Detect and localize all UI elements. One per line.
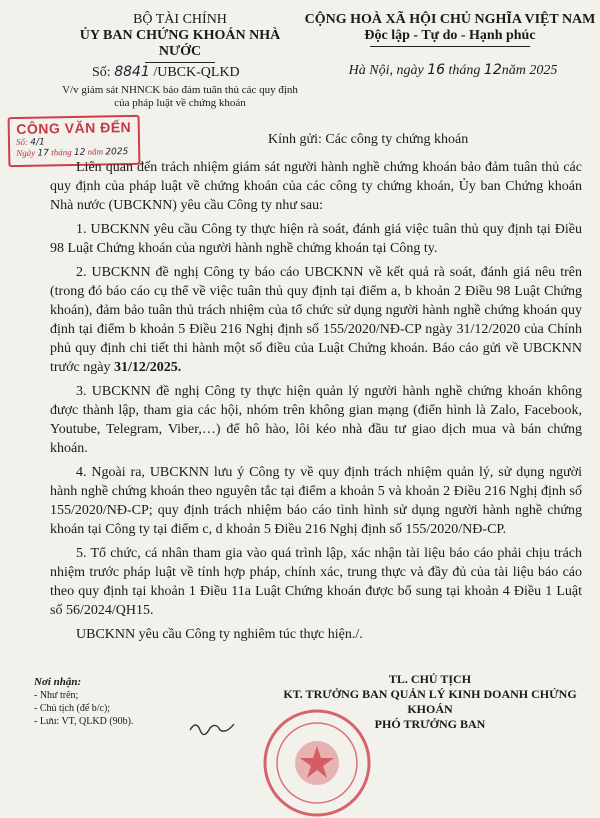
header-right <box>300 12 600 47</box>
national-motto: Độc lập - Tự do - Hạnh phúc <box>364 28 536 43</box>
intro-paragraph: Liên quan đến trách nhiệm giám sát người hành nghề chứng khoán bảo đảm tuân thủ các quy định của pháp luật về chứng khoán của các công ty chứng khoán, Ủy ban Chứng khoán Nhà nước (UBCKNN) yêu cầu Công ty như sau: <box>50 160 582 213</box>
deadline-date: 31/12/2025. <box>113 360 182 375</box>
stamp-year-value: 2025 <box>105 147 129 158</box>
agency-name: ỦY BAN CHỨNG KHOÁN NHÀ NƯỚC <box>79 28 281 59</box>
item-4: 4. Ngoài ra, UBCKNN lưu ý Công ty về quy định trách nhiệm quản lý, sử dụng người hành nghề chứng khoán theo nguyên tắc tại điểm a khoản 5 và khoản 2 Điều 216 Nghị định số 155/2020/NĐ-CP; quy định trách nhiệm báo cáo tình hình sử dụng người hành nghề chứng khoán tại Công ty tại điểm c, d khoản 5 Điều 216 Nghị định số 155/2020/NĐ-CP. <box>50 465 582 537</box>
doc-number-value: 8841 <box>114 64 150 80</box>
signer-line-3: PHÓ TRƯỞNG BAN <box>374 717 486 731</box>
stamp-day-value: 17 <box>37 148 50 159</box>
recipient-line: - Như trên; <box>34 690 79 701</box>
item-5: 5. Tổ chức, cá nhân tham gia vào quá trình lập, xác nhận tài liệu báo cáo phải chịu trách nhiệm trước pháp luật về tính hợp pháp, chính xác, trung thực và đầy đủ của tài liệu báo cáo theo quy định tại khoản 1 Điều 11a Luật Chứng khoán được bổ sung tại khoản 4 Điều 1 Luật số 56/2024/QH15. <box>50 546 582 618</box>
signer-line-2: KT. TRƯỞNG BAN QUẢN LÝ KINH DOANH CHỨNG KHOÁN <box>283 687 577 716</box>
doc-number-prefix: Số: <box>92 65 111 80</box>
year-word: năm 2025 <box>501 63 558 78</box>
stamp-title: CÔNG VĂN ĐẾN <box>16 119 132 138</box>
doc-number-suffix: /UBCK-QLKD <box>153 65 240 80</box>
stamp-month-label: tháng <box>51 147 72 158</box>
stamp-day-label: Ngày <box>16 147 36 159</box>
ministry-name: BỘ TÀI CHÍNH <box>133 12 227 27</box>
recipients-heading: Nơi nhận: <box>34 676 82 688</box>
date-day: 16 <box>427 62 446 78</box>
salutation: Kính gửi: Các công ty chứng khoán <box>268 132 469 147</box>
item-2-text: 2. UBCKNN đề nghị Công ty báo cáo UBCKNN về kết quả rà soát, đánh giá nêu trên (trong đó báo cáo cụ thể về việc tuân thủ quy định tại điểm a, b khoản 2 Điều 98 Luật Chứng khoán), đảm bảo tuân thủ trách nhiệm của tổ chức sử dụng người hành nghề chứng khoán quy định tại điểm b khoản 5 Điều 216 Nghị định số 155/2020/NĐ-CP ngày 31/12/2020 của Chính phủ quy định chi tiết thi hành một số điều của Luật Chứng khoán. Báo cáo gửi về UBCKNN trước ngày <box>50 265 582 375</box>
header-left-rule <box>145 62 215 63</box>
document-number <box>92 64 240 81</box>
closing-paragraph: UBCKNN yêu cầu Công ty nghiêm túc thực hiện./. <box>76 627 363 642</box>
stamp-year-label: năm <box>87 146 104 157</box>
stamp-month-value: 12 <box>73 147 86 159</box>
document-body <box>50 158 582 649</box>
item-1: 1. UBCKNN yêu cầu Công ty thực hiện rà soát, đánh giá việc tuân thủ quy định tại Điều 98 Luật Chứng khoán của người hành nghề chứng khoán tại Công ty. <box>50 222 582 256</box>
signature-mark-icon <box>188 718 238 738</box>
place-prefix: Hà Nội, ngày <box>348 63 424 78</box>
nation-name: CỘNG HOÀ XÃ HỘI CHỦ NGHĨA VIỆT NAM <box>304 12 596 27</box>
official-seal-icon <box>262 708 372 818</box>
header-left <box>60 12 300 63</box>
item-3: 3. UBCKNN đề nghị Công ty thực hiện quản lý người hành nghề chứng khoán không được thành lập, tham gia các hội, nhóm trên không gian mạng (điển hình là Zalo, Facebook, Youtube, Telegram, Viber,…) để hô hào, lôi kéo nhà đầu tư giao dịch mua và bán chứng khoán. <box>50 384 582 456</box>
item-2 <box>50 263 582 377</box>
stamp-number-value: 4/1 <box>30 137 45 148</box>
date-month: 12 <box>483 62 502 78</box>
stamp-number-label: Số: <box>15 136 29 148</box>
header-right-rule <box>370 46 530 47</box>
recipient-line: - Chủ tịch (để b/c); <box>34 703 111 714</box>
place-date <box>318 62 588 79</box>
document-subject: V/v giám sát NHNCK bảo đảm tuân thủ các quy định của pháp luật về chứng khoán <box>62 84 298 109</box>
recipient-line: - Lưu: VT, QLKD (90b). <box>34 716 134 727</box>
signer-line-1: TL. CHỦ TỊCH <box>388 672 472 686</box>
month-word: tháng <box>448 63 481 78</box>
